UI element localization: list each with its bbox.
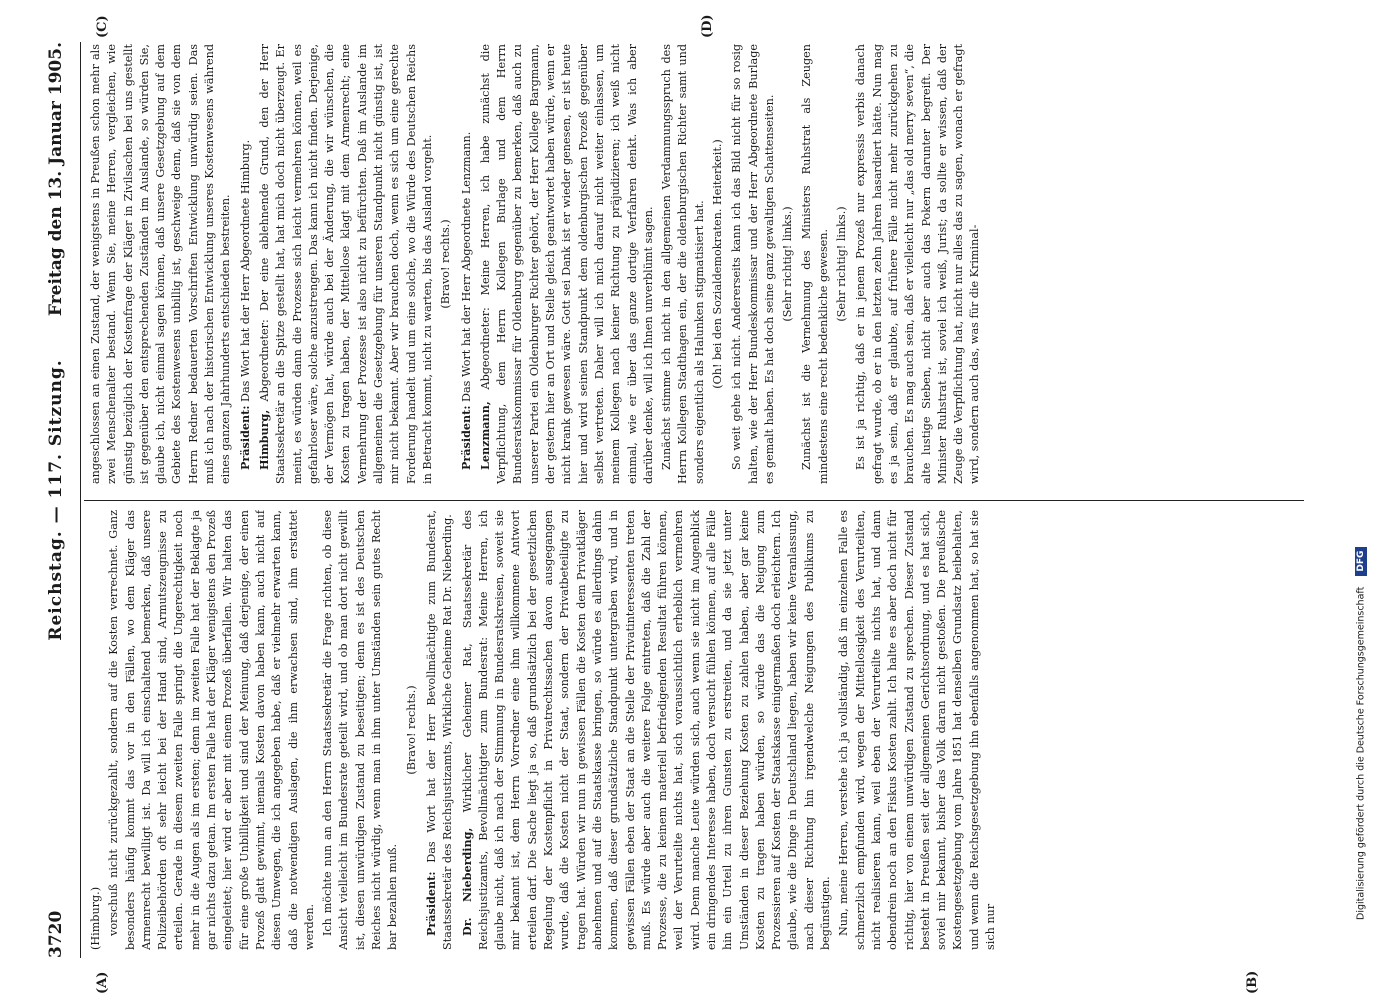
paragraph: So weit gehe ich nicht. Andererseits kann ich das Bild nicht für so rosig halten, wie der Herr Bundeskommissar und der Herr Abgeordnete Burlage es gemalt haben. Es hat doch seine ganz gewaltigen Schattenseiten. [730,44,776,484]
paragraph: Nun, meine Herren, verstehe ich ja vollständig, daß im einzelnen Falle es schmerzlich empfunden wird, wegen der Mittellosigkeit des Verurteilten, nicht realisieren kann, weil eben der Verurteilte nichts hat, und dann obendrein noch an den Fiskus Kosten zahlt. Ich halte es aber doch nicht für richtig, hier von einem unwürdigen Zustand zu sprechen. Dieser Zustand besteht in Preußen seit der allgemeinen Gerichtsordnung, und es hat sich, soviel mir bekannt, bisher das Volk daran nicht gestoßen. Die preußische Kostengesetzgebung vom Jahre 1851 hat denselben Grundsatz beibehalten, und wenn die Reichsgesetzgebung ihn ebenfalls angenommen hat, so hat sie sich nur [837,510,998,950]
paragraph: angeschlossen an einen Zustand, der wenigstens in Preußen schon mehr als zwei Menschenalter bestand. Wenn Sie, meine Herren, vergleichen, wie günstig bezüglich der Kostenfrage der Kläger in Zivilsachen bei uns gestellt ist gegenüber den entsprechenden Zuständen im Auslande, so würden Sie, glaube ich, nicht einmal sagen können, daß unsere Gesetzgebung auf dem Gebiete des Kostenwesens unbillig ist, geschweige denn, daß sie von dem Herrn Redner bedauerten Vorschriften Entwicklung unwürdig seien. Das muß ich nach der historischen Entwicklung unseres Kostenwesens während eines ganzen Jahrhunderts entschieden bestreiten. [89,44,233,484]
paragraph: (Himburg.) [89,886,102,950]
paragraph: Zunächst ist die Vernehmung des Ministers Ruhstrat als Zeugen mindestens eine recht bedenkliche gewesen. [800,44,830,484]
interjection: (Oh! bei den Sozialdemokraten. Heiterkeit.) [710,139,724,389]
dfg-logo: DFG [1355,547,1367,576]
paragraph: Himburg, Abgeordneter: Der eine ablehnende Grund, den der Herr Staatssekretär an die Spitze gestellt hat, hat mich doch nicht überzeugt. Er meint, es würden dann die Prozesse sich leicht vermehren können, weil es gefahrloser wäre, solche anzustrengen. Das kann ich nicht finden. Derjenige, der Vermögen hat, würde auch bei der Änderung, die wir wünschen, die Kosten zu tragen haben, der Mittellose klagt mit dem Armenrecht; eine Vermehrung der Prozesse ist also nicht zu befürchten. Daß im Auslande im allgemeinen die Gesetzgebung für unseren Standpunkt nicht günstig ist, ist mir nicht bekannt. Aber wir brauchen doch, wenn es sich um eine gerechte Forderung handelt und um eine solche, wo die Würde des Deutschen Reichs in Betracht kommt, nicht zu warten, bis das Ausland vorgeht. [256,44,434,484]
paragraph: vorschuß nicht zurückgezahlt, sondern auf die Kosten verrechnet. Ganz besonders häufig kommt das vor in den Fällen, wo dem Kläger das Armenrecht bewilligt ist. Da will ich einschaltend bemerken, daß unsere Polizeibehörden oft sehr leicht bei der Hand sind, Armutszeugnisse zu erteilen. Gerade in diesem zweiten Falle springt die Ungerechtigkeit noch mehr in die Augen als im ersten; denn im zweiten Falle hat der Beklagte ja gar nichts dazu getan. Im ersten Falle hat der Kläger wenigstens den Prozeß eingeleitet; hier wird er aber mit einem Prozeß überfallen. Wir halten das für eine große Unbilligkeit und sind der Meinung, daß derjenige, der einen Prozeß glatt gewinnt, niemals Kosten davon haben kann, auch nicht auf diesen Umwegen, die ich angegeben habe, daß er vielmehr erwarten kann, daß die notwendigen Auslagen, die ihm erwachsen sind, ihm erstattet werden. [107,510,316,950]
interjection: (Bravo! rechts.) [404,685,418,775]
margin-marker-d: (D) [700,14,715,38]
paragraph: Präsident: Das Wort hat der Herr Abgeordnete Lenzmann. [458,131,473,470]
paragraph: Dr. Nieberding, Wirklicher Geheimer Rat, Staatssekretär des Reichsjustizamts, Bevollmächtigter zum Bundesrat: Meine Herren, ich glaube nicht, daß ich nach der Stimmung in Bundesratskreisen, soweit sie mir bekannt ist, dem Herrn Vorredner eine ihm willkommene Antwort erteilen darf. Die Sache liegt ja so, daß grundsätzlich bei der gesetzlichen Regelung der Kostenpflicht in Privatrechtssachen davon ausgegangen wurde, daß die Kosten nicht der Staat, sondern der Privatbeteiligte zu tragen hat. Würden wir nun in gewissen Fällen die Kosten dem Privatkläger abnehmen und auf die Staatskasse bringen, so würde es allerdings dahin kommen, daß dieser grundsätzliche Standpunkt untergraben wird, und in gewissen Fällen eben der Staat an die Stelle der Privatinteressenten treten muß. Es würde aber auch die weitere Folge eintreten, daß die Zahl der Prozesse, die zu keinem materiell befriedigenden Resultat führen können, weil der Verurteilte nichts hat, sich voraussichtlich erheblich vermehren wird. Denn manche Leute würden sich, auch wenn sie nicht im Augenblick ein dringendes Interesse haben, doch versucht fühlen können, auf alle Fälle hin ein Urteil zu ihren Gunsten zu erstreiten, und da sie jetzt unter Umständen in dieser Beziehung Kosten zu zahlen haben, aber gar keine Kosten zu tragen haben würden, so würde das die Neigung zum Prozessieren auf Kosten der Staatskasse einigermaßen doch erleichtern. Ich glaube, wie die Dinge in Deutschland liegen, haben wir keine Veranlassung, nach dieser Richtung hin irgendwelche Neigungen des Publikums zu begünstigen. [459,510,833,950]
page-header [46,42,80,958]
paragraph: Es ist ja richtig, daß er in jenem Prozeß nur expressis verbis danach gefragt wurde, ob er in den letzten zehn Jahren hasardiert hätte. Nun mag es ja sein, daß er glaubte, auf frühere Fälle nicht mehr zurückgehen zu brauchen. Es mag auch sein, daß er vielleicht nur „das old merry seven“, die alte lustige Sieben, nicht aber auch das Pokern darunter begreift. Der Minister Ruhstrat ist, soviel ich weiß, Jurist; da sollte er wissen, daß der Zeuge die Verpflichtung hat, nicht nur alles das zu sagen, wonach er gefragt wird, sondern auch das, was für die Kriminal- [854,44,982,484]
paragraph: Lenzmann, Abgeordneter: Meine Herren, ich habe zunächst die Verpflichtung, dem Herrn Kollegen Burlage und dem Herrn Bundesratskommissar für Oldenburg gegenüber zu bemerken, daß auch zu unserer Partei ein Oldenburger Richter gehört, der Herr Kollege Bargmann, der gestern hier an Ort und Stelle gleich geantwortet haben würde, wenn er nicht krank gewesen wäre. Gott sei Dank ist er wieder genesen, er ist heute hier und wird seinen Standpunkt dem oldenburgischen Prozeß gegenüber selbst vertreten. Daher will ich mich darauf nicht weiter einlassen, um meinem Kollegen nach keiner Richtung zu präjudizieren; ich weiß nicht einmal, wie er über das ganze dortige Verfahren denkt. Was ich aber darüber denke, will ich Ihnen unverblümt sagen. [477,44,655,484]
margin-marker-b: (B) [1245,970,1260,994]
column-separator [84,500,1304,501]
margin-marker-c: (C) [95,15,110,38]
paragraph: Präsident: Das Wort hat der Herr Abgeordnete Himburg. [237,139,252,470]
credit-text: Digitalisierung gefördert durch die Deutsche Forschungsgemeinschaft [1355,586,1367,920]
margin-marker-a: (A) [95,971,110,994]
header-rule [80,42,81,958]
digitization-credit [1355,42,1367,920]
page-number: 3720 [46,910,66,958]
left-column [88,510,1298,950]
interjection: (Sehr richtig! links.) [835,206,849,322]
interjection: (Sehr richtig! links.) [781,206,795,322]
session-title: Reichstag. — 117. Sitzung. [46,359,66,641]
paragraph: Ich möchte nun an den Herrn Staatssekretär die Frage richten, ob diese Ansicht vielleicht im Bundesrate geteilt wird, und ob man dort nicht gewillt ist, diesen unwürdigen Zustand zu beseitigen; denn es ist des Deutschen Reiches nicht würdig, wenn man in ihm unter Umständen sein gutes Recht bar bezahlen muß. [321,510,400,950]
interjection: (Bravo! rechts.) [439,219,453,309]
paragraph: Zunächst stimme ich nicht in den allgemeinen Verdammungsspruch des Herrn Kollegen Stadthagen ein, der die oldenburgischen Richter samt und sonders eigentlich als Halunken stigmatisiert hat. [660,44,706,484]
paragraph: Präsident: Das Wort hat der Herr Bevollmächtigte zum Bundesrat, Staatssekretär des Reichsjustizamts, Wirkliche Geheime Rat Dr. Nieberding. [423,510,455,950]
right-column [88,44,1298,484]
session-date: Freitag den 13. Januar 1905. [46,42,66,317]
